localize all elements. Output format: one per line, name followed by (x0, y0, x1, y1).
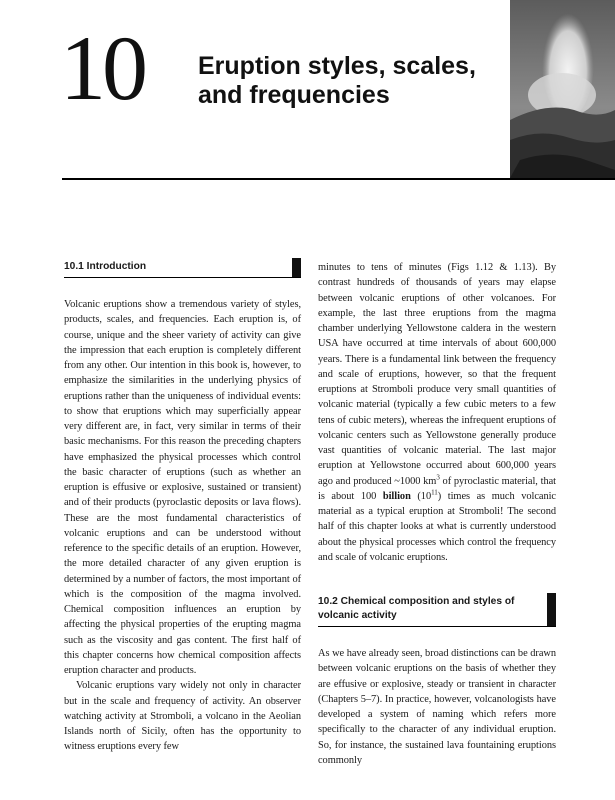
text-run: (10 (410, 490, 432, 502)
paragraph: Volcanic eruptions vary widely not only in character but in the scale and frequency of activity. An observer watching activity at Stromboli, a volcano in the Aeolian Islands north of Sicily, often has the opportunity to witness eruptions every few (64, 680, 301, 753)
text-run: ) times as much volcanic material as a typical eruption at Stromboli! The second half of this chapter looks at what is currently understood about the physical processes which control the frequency and scale of volcanic eruptions. (318, 490, 556, 563)
chapter-title-line-1: Eruption styles, scales, (198, 52, 476, 80)
emphasis: billion (382, 490, 411, 502)
eruption-photo (510, 0, 615, 178)
right-column (318, 260, 556, 768)
superscript: 11 (431, 488, 438, 497)
heading-marker-bar (547, 593, 556, 626)
paragraph-continued (318, 260, 556, 565)
header-rule (62, 178, 615, 180)
chapter-title (198, 52, 488, 110)
superscript: 3 (436, 473, 440, 482)
section-heading-chemical-composition (318, 595, 556, 627)
section-heading-introduction (64, 260, 301, 278)
chapter-title-line-2: and frequencies (198, 81, 390, 109)
chapter-number: 10 (60, 17, 144, 119)
paragraph: As we have already seen, broad distinctions can be drawn between volcanic eruptions on the basis of whether they are effusive or explosive, steady or transient in character (Chapters 5–7). In practice, however, volcanologists have developed a system of naming which refers more specifically to the character of any individual eruption. So, for instance, the sustained lava fountaining eruptions commonly (318, 648, 556, 766)
section-heading-text: 10.1 Introduction (64, 261, 147, 272)
text-run: of pyroclastic material, that is about 100 (318, 475, 556, 502)
text-run: minutes to tens of minutes (Figs 1.12 & 1.13). By contrast hundreds of thousands of years may elapse between volcanic eruptions of other volcanoes. For example, the last three eruptions from the magma chamber underlying Yellowstone caldera in the western USA have occurred at time intervals of about 600,000 years. There is a fundamental link between the frequency and scale of eruptions, however, so that the frequent eruptions at Stromboli produce very small quantities of volcanic material (typically a few cubic meters to a few tens of cubic meters), whereas the infrequent eruptions of volcanic centers such as Yellowstone generally produce vast quantities of volcanic material. The last major eruption at Yellowstone occurred about 600,000 years ago and produced ~1000 km (318, 262, 556, 487)
left-column (64, 260, 301, 755)
paragraph: Volcanic eruptions show a tremendous variety of styles, products, scales, and frequencies. Each eruption is, of course, unique and the sheer variety of activity can give the impression that each eruption is completely different from any other. Our intention in this book is, however, to emphasize the similarities in the underlying physics of eruptions rather than the uniqueness of individual events: to show that eruptions which may superficially appear very different are, in fact, very similar in terms of their basic mechanisms. For this reason the preceding chapters have emphasized the physical processes which control the basic character of eruptions (such as whether an eruption is effusive or explosive, sustained or transient) and of their products (pyroclastic deposits or lava flows). These are the most fundamental characteristics of volcanic eruptions and can be understood without reference to the specific details of an eruption. However, the more detailed character of any given eruption is determined by a number of factors, the most important of which is the composition of the magma involved. Chemical composition influences an eruption by affecting the physical properties of the erupting magma such as the viscosity and gas content. The first half of this chapter concerns how chemical composition affects eruption character and products. (64, 299, 301, 676)
heading-marker-bar (292, 258, 301, 277)
section-heading-text: 10.2 Chemical composition and styles of volcanic activity (318, 596, 515, 621)
